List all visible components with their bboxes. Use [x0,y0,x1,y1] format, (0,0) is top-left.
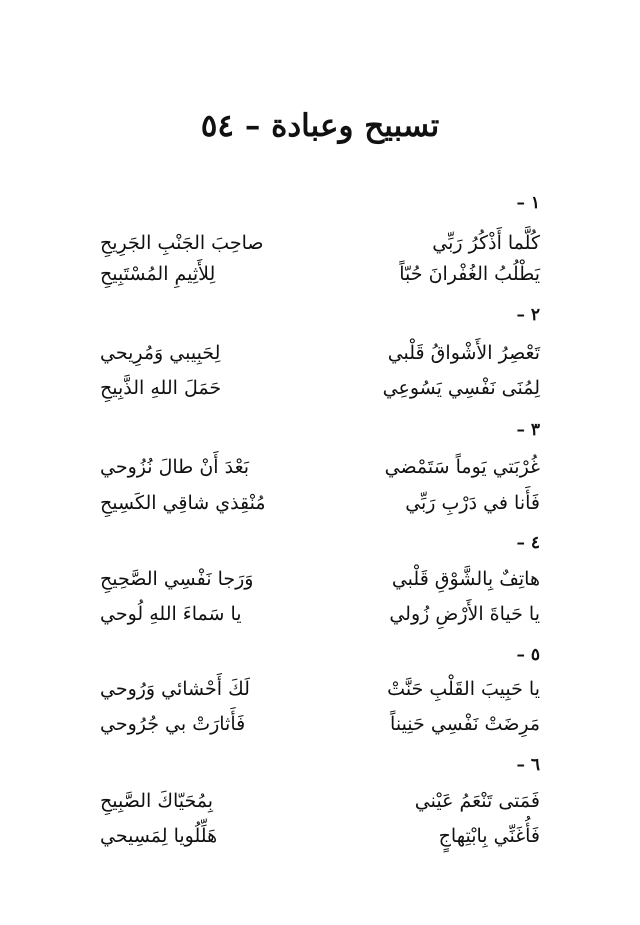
stanza-number: ١ – [516,193,540,213]
verse-first-hemistich: مَرِضَتْ نَفْسِي حَنِيناً [390,713,540,735]
verse-first-hemistich: تَعْصِرُ الأَشْواقُ قَلْبي [387,342,540,364]
verse-line [100,825,540,855]
verse-line [100,713,540,743]
verse-line [100,377,540,407]
stanza-number: ٢ – [516,305,540,325]
verse-line [100,263,540,293]
verse-first-hemistich: يا حَياةَ الأَرْضِ زُولي [389,603,540,625]
verse-second-hemistich: هَلِّلُويا لِمَسِيحي [100,825,218,847]
verse-line [100,790,540,820]
verse-first-hemistich: كُلَّما أَذْكُرُ رَبِّي [432,232,540,254]
verse-first-hemistich: يا حَبِيبَ القَلْبِ حَنَّتْ [387,678,540,700]
verse-second-hemistich: لَكَ أَحْشائي وَرُوحي [100,678,250,700]
stanza-number: ٣ – [516,420,540,440]
verse-first-hemistich: لِمُنَى نَفْسِي يَسُوعِي [382,377,540,399]
verse-line [100,456,540,486]
verse-second-hemistich: فَأَثارَتْ بي جُرُوحي [100,713,246,735]
verse-first-hemistich: فَأُغَنِّي بِابْتِهاجٍ [438,825,540,847]
verse-second-hemistich: حَمَلَ اللهِ الذَّبِيحِ [100,377,222,399]
verse-second-hemistich: يا سَماءَ اللهِ لُوحي [100,603,242,625]
verse-line [100,232,540,262]
verse-line [100,492,540,522]
verse-line [100,678,540,708]
verse-first-hemistich: فَأَنا في دَرْبِ رَبِّي [405,492,540,514]
verse-second-hemistich: لِحَبِيبي وَمُرِيحي [100,342,221,364]
stanza-number: ٤ – [516,533,540,553]
page-title: تسبيح وعبادة – ٥٤ [200,108,440,144]
verse-second-hemistich: لِلأَثِيمِ المُسْتَبِيحِ [100,263,216,285]
verse-line [100,568,540,598]
verse-second-hemistich: بَعْدَ أَنْ طالَ نُزُوحي [100,456,250,478]
verse-second-hemistich: بِمُحَيّاكَ الصَّبِيحِ [100,790,214,812]
verse-first-hemistich: فَمَتى تَنْعَمُ عَيْني [414,790,540,812]
verse-second-hemistich: وَرَجا نَفْسِي الصَّحِيحِ [100,568,254,590]
verse-line [100,603,540,633]
verse-first-hemistich: يَطْلُبُ الغُفْرانَ حُبّاً [399,263,540,285]
verse-first-hemistich: هاتِفٌ بِالشَّوْقِ قَلْبي [391,568,540,590]
verse-first-hemistich: غُرْبَتي يَوماً سَتَمْضي [384,456,540,478]
stanza-number: ٥ – [516,645,540,665]
verse-second-hemistich: مُنْقِذي شاقِي الكَسِيحِ [100,492,266,514]
stanza-number: ٦ – [516,755,540,775]
verse-second-hemistich: صاحِبَ الجَنْبِ الجَرِيحِ [100,232,264,254]
verse-line [100,342,540,372]
